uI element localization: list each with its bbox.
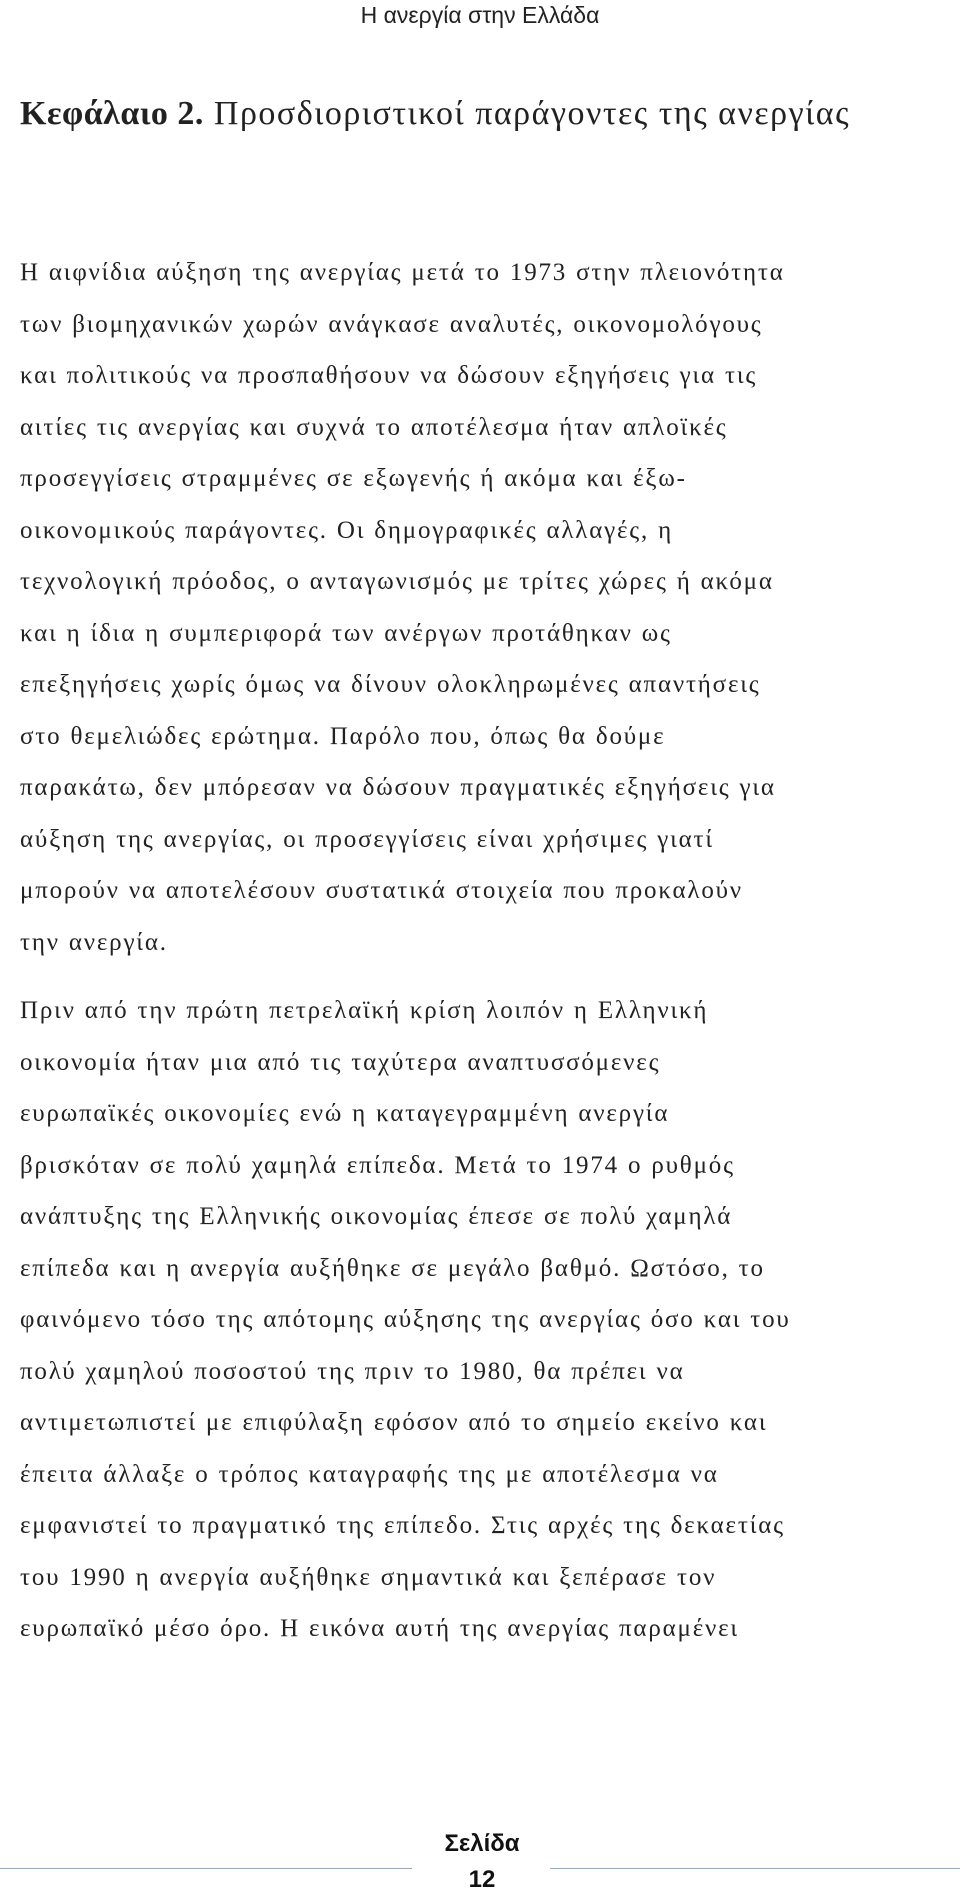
- text-line: παρακάτω, δεν μπόρεσαν να δώσουν πραγματικές εξηγήσεις για: [20, 774, 776, 801]
- chapter-title: [20, 95, 950, 133]
- text-line: ανάπτυξης της Ελληνικής οικονομίας έπεσε σε πολύ χαμηλά: [20, 1203, 733, 1230]
- text-line: επεξηγήσεις χωρίς όμως να δίνουν ολοκληρωμένες απαντήσεις: [20, 671, 761, 698]
- paragraph-1: [20, 247, 950, 968]
- footer-divider-left: [0, 1868, 412, 1869]
- text-line: και η ίδια η συμπεριφορά των ανέργων προτάθηκαν ως: [20, 619, 672, 647]
- text-line: τεχνολογική πρόοδος, ο ανταγωνισμός με τρίτες χώρες ή ακόμα: [20, 568, 774, 595]
- page-label: Σελίδα: [444, 1830, 520, 1857]
- text-line: του 1990 η ανεργία αυξήθηκε σημαντικά και ξεπέρασε τον: [20, 1563, 717, 1591]
- text-line: και πολιτικούς να προσπαθήσουν να δώσουν εξηγήσεις για τις: [20, 362, 758, 389]
- text-line: των βιομηχανικών χωρών ανάγκασε αναλυτές, οικονομολόγους: [20, 310, 763, 338]
- text-line: εμφανιστεί το πραγματικό της επίπεδο. Στις αρχές της δεκαετίας: [20, 1512, 785, 1539]
- running-header: Η ανεργία στην Ελλάδα: [360, 2, 600, 28]
- text-line: αντιμετωπιστεί με επιφύλαξη εφόσον από το σημείο εκείνο και: [20, 1409, 768, 1436]
- text-line: Πριν από την πρώτη πετρελαϊκή κρίση λοιπόν η Ελληνική: [20, 997, 709, 1024]
- text-line: στο θεμελιώδες ερώτημα. Παρόλο που, όπως θα δούμε: [20, 722, 666, 750]
- text-line: αιτίες τις ανεργίας και συχνά το αποτέλεσμα ήταν απλοϊκές: [20, 413, 728, 441]
- text-line: μπορούν να αποτελέσουν συστατικά στοιχεία που προκαλούν: [20, 877, 743, 904]
- paragraph-2: [20, 985, 950, 1655]
- text-line: φαινόμενο τόσο της απότομης αύξησης της ανεργίας όσο και του: [20, 1306, 791, 1333]
- text-line: ευρωπαϊκές οικονομίες ενώ η καταγεγραμμένη ανεργία: [20, 1100, 670, 1127]
- text-line: Η αιφνίδια αύξηση της ανεργίας μετά το 1973 στην πλειονότητα: [20, 259, 785, 286]
- page-number: [420, 1826, 544, 1898]
- text-line: την ανεργία.: [20, 928, 168, 956]
- text-line: έπειτα άλλαξε ο τρόπος καταγραφής της με αποτέλεσμα να: [20, 1460, 719, 1488]
- text-line: οικονομία ήταν μια από τις ταχύτερα αναπτυσσόμενες: [20, 1048, 661, 1076]
- text-line: αύξηση της ανεργίας, οι προσεγγίσεις είναι χρήσιμες γιατί: [20, 825, 714, 853]
- chapter-label: Κεφάλαιο 2.: [20, 95, 204, 132]
- text-line: προσεγγίσεις στραμμένες σε εξωγενής ή ακόμα και έξω-: [20, 465, 687, 492]
- text-line: ευρωπαϊκό μέσο όρο. Η εικόνα αυτή της ανεργίας παραμένει: [20, 1615, 739, 1642]
- text-line: επίπεδα και η ανεργία αυξήθηκε σε μεγάλο βαθμό. Ωστόσο, το: [20, 1254, 765, 1282]
- text-line: βρισκόταν σε πολύ χαμηλά επίπεδα. Μετά το 1974 ο ρυθμός: [20, 1151, 735, 1179]
- text-line: οικονομικούς παράγοντες. Οι δημογραφικές αλλαγές, η: [20, 516, 673, 544]
- page-number-value: 12: [468, 1866, 496, 1893]
- chapter-name: Προσδιοριστικοί παράγοντες της ανεργίας: [213, 95, 851, 132]
- text-line: πολύ χαμηλού ποσοστού της πριν το 1980, θα πρέπει να: [20, 1357, 685, 1385]
- footer-divider-right: [550, 1868, 960, 1869]
